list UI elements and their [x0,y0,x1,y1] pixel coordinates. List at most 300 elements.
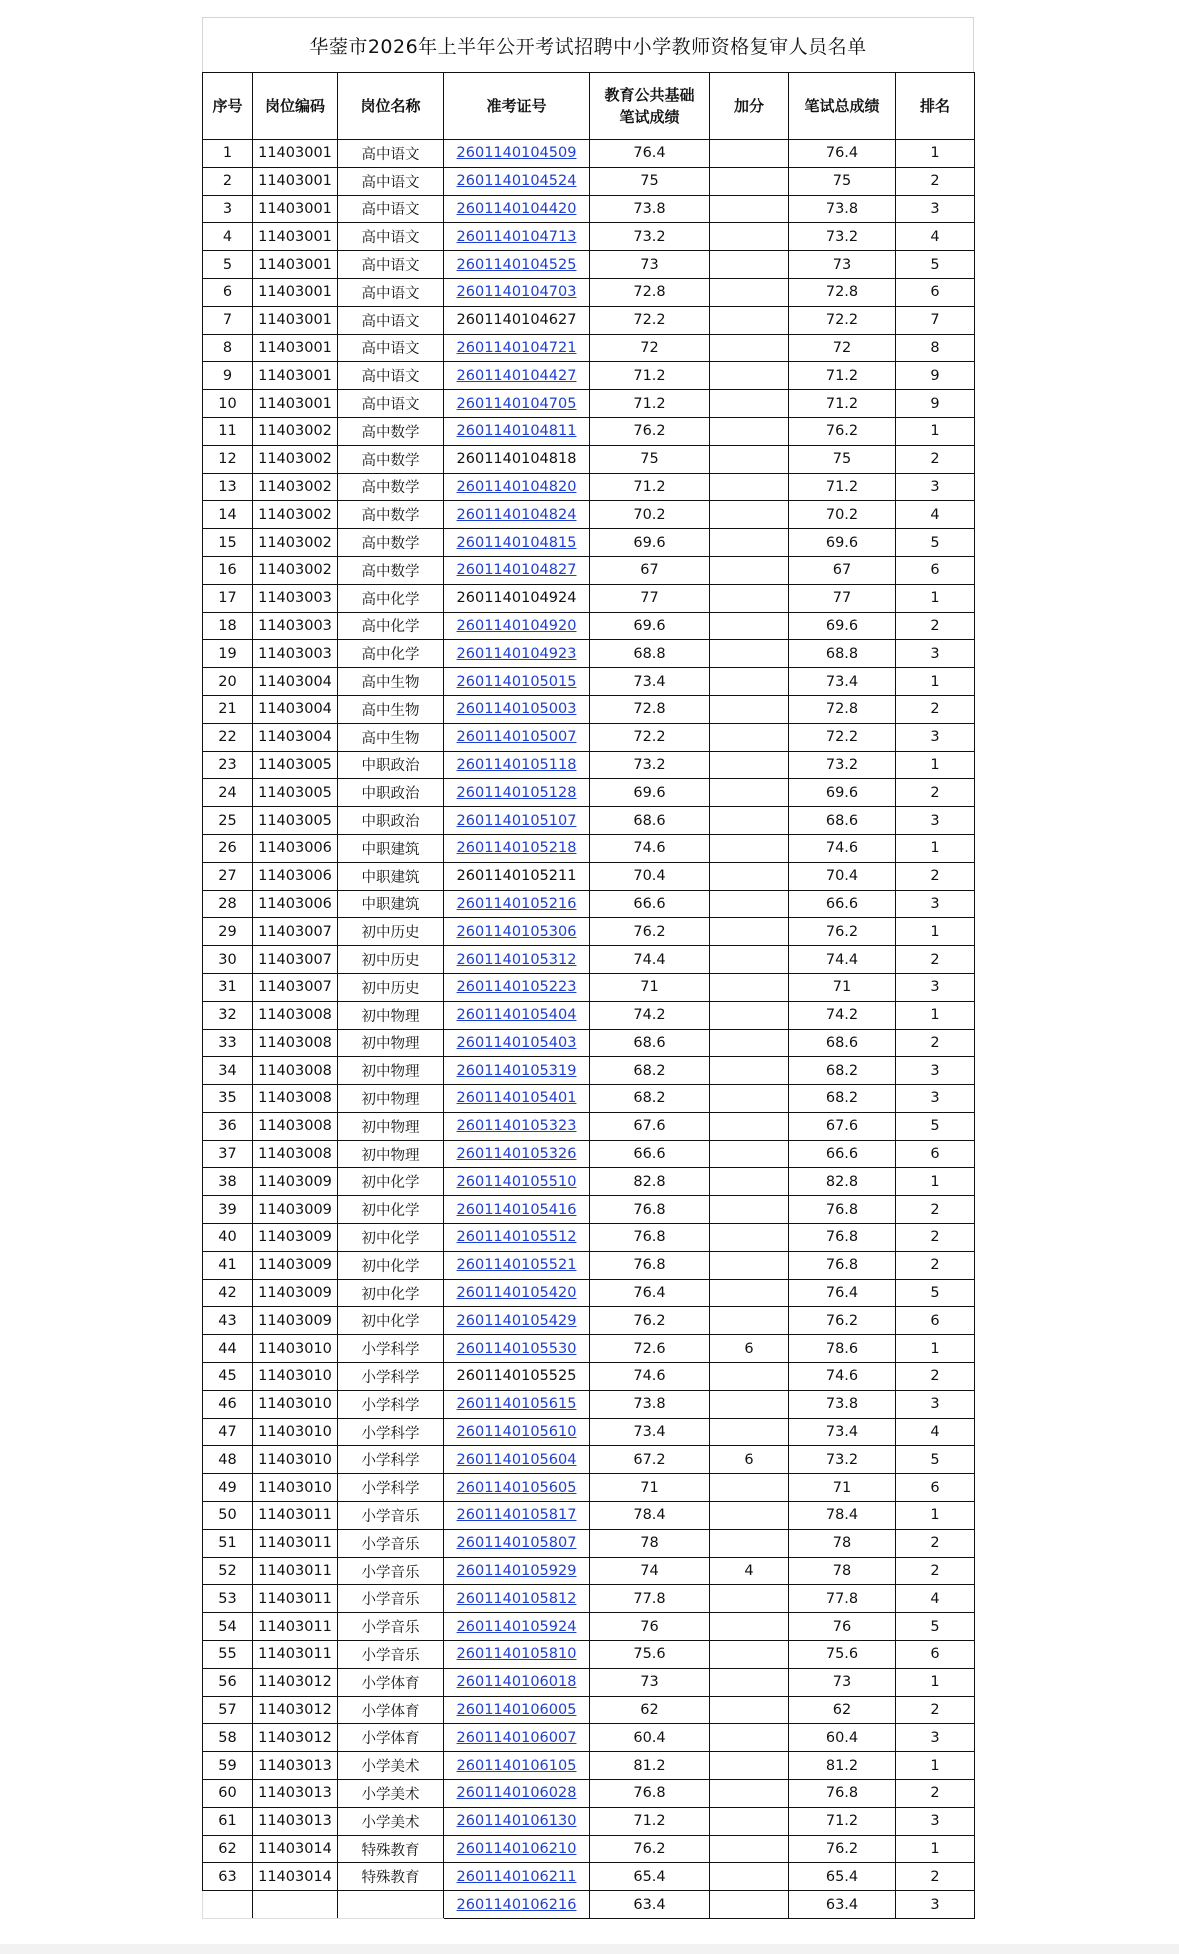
cell-code: 11403005 [253,807,338,835]
cell-id [444,1335,590,1363]
table-row [203,1279,975,1307]
exam-id-link[interactable]: 2601140106210 [456,1841,577,1857]
exam-id-link[interactable]: 2601140104920 [456,617,577,634]
cell-bonus [710,1112,789,1140]
cell-code: 11403008 [253,1001,338,1029]
cell-score: 78 [590,1529,710,1557]
cell-bonus [710,834,789,862]
exam-id-link[interactable]: 2601140105401 [456,1090,577,1107]
cell-score: 73.2 [590,751,710,779]
cell-score: 76.2 [590,918,710,946]
table-row [203,195,975,223]
cell-bonus [710,1001,789,1029]
cell-no: 21 [203,695,253,723]
exam-id-link[interactable]: 2601140105615 [456,1396,577,1413]
exam-id-link[interactable]: 2601140104703 [456,284,577,301]
cell-id [444,1390,590,1418]
exam-id-link[interactable]: 2601140106105 [456,1757,577,1774]
cell-score: 76.4 [590,140,710,168]
exam-id-link[interactable]: 2601140105003 [456,701,577,718]
table-row [203,1891,975,1919]
cell-id [444,779,590,807]
cell-post: 小学美术 [338,1780,444,1808]
cell-total: 81.2 [789,1752,896,1780]
table-row [203,1863,975,1891]
cell-code: 11403013 [253,1752,338,1780]
cell-rank: 5 [896,1112,975,1140]
cell-total: 73.2 [789,751,896,779]
cell-no: 29 [203,918,253,946]
cell-rank: 5 [896,1446,975,1474]
cell-id [444,1251,590,1279]
cell-post: 小学科学 [338,1363,444,1391]
table-row [203,251,975,279]
exam-id-link[interactable]: 2601140105323 [456,1118,577,1135]
exam-id-link[interactable]: 2601140104815 [456,534,577,551]
table-row [203,1001,975,1029]
cell-no: 43 [203,1307,253,1335]
cell-total: 76.2 [789,918,896,946]
cell-id [444,1835,590,1863]
table-row [203,612,975,640]
cell-id: 2601140104818 [444,445,590,473]
cell-bonus [710,1668,789,1696]
cell-code: 11403005 [253,779,338,807]
cell-bonus [710,1251,789,1279]
cell-total: 76.2 [789,1835,896,1863]
exam-id-link[interactable]: 2601140104509 [456,145,577,162]
cell-score: 74.6 [590,834,710,862]
cell-no: 4 [203,223,253,251]
cell-bonus [710,779,789,807]
exam-id-link[interactable]: 2601140104524 [456,173,577,190]
exam-id-link[interactable]: 2601140105810 [456,1646,577,1663]
cell-post: 初中物理 [338,1112,444,1140]
cell-post: 高中化学 [338,612,444,640]
cell-rank: 1 [896,834,975,862]
cell-rank: 3 [896,890,975,918]
cell-code: 11403001 [253,195,338,223]
cell-id [444,140,590,168]
cell-rank: 7 [896,306,975,334]
cell-code: 11403011 [253,1641,338,1669]
cell-total: 71.2 [789,473,896,501]
exam-id-link[interactable]: 2601140105610 [456,1424,577,1441]
cell-score: 73.8 [590,1390,710,1418]
exam-id-link[interactable]: 2601140105218 [456,840,577,857]
cell-total: 82.8 [789,1168,896,1196]
cell-score: 82.8 [590,1168,710,1196]
cell-score: 75 [590,445,710,473]
table-row [203,1112,975,1140]
cell-total: 71.2 [789,390,896,418]
table-row [203,834,975,862]
exam-id-link[interactable]: 2601140105326 [456,1146,577,1163]
cell-bonus [710,1502,789,1530]
cell-bonus [710,1029,789,1057]
exam-id-link[interactable]: 2601140105007 [456,729,577,746]
exam-id-link[interactable]: 2601140105807 [456,1535,577,1552]
cell-id [444,1057,590,1085]
cell-no: 8 [203,334,253,362]
cell-total: 72.2 [789,306,896,334]
cell-bonus [710,473,789,501]
exam-id-link[interactable]: 2601140104811 [456,423,577,440]
cell-bonus [710,1363,789,1391]
cell-rank: 3 [896,723,975,751]
cell-post: 高中生物 [338,668,444,696]
cell-code: 11403001 [253,334,338,362]
cell-no: 52 [203,1557,253,1585]
exam-id-link[interactable]: 2601140105929 [456,1563,577,1580]
exam-id-link[interactable]: 2601140105107 [456,812,577,829]
cell-code: 11403007 [253,946,338,974]
exam-id-link[interactable]: 2601140106018 [456,1674,577,1691]
cell-rank: 2 [896,167,975,195]
cell-post: 小学科学 [338,1390,444,1418]
table-row [203,1529,975,1557]
cell-id [444,417,590,445]
cell-no: 59 [203,1752,253,1780]
cell-no: 17 [203,584,253,612]
exam-id-link[interactable]: 2601140106028 [456,1785,577,1802]
cell-bonus [710,918,789,946]
cell-rank: 1 [896,918,975,946]
table-row [203,1418,975,1446]
cell-post: 初中物理 [338,1057,444,1085]
cell-rank: 3 [896,1724,975,1752]
cell-no: 56 [203,1668,253,1696]
cell-total: 76.8 [789,1196,896,1224]
cell-code: 11403008 [253,1029,338,1057]
cell-rank: 6 [896,278,975,306]
cell-id [444,918,590,946]
cell-rank: 6 [896,1307,975,1335]
cell-score: 66.6 [590,890,710,918]
exam-id-link[interactable]: 2601140104420 [456,200,577,217]
cell-post: 小学音乐 [338,1502,444,1530]
cell-rank: 1 [896,417,975,445]
cell-rank: 2 [896,779,975,807]
exam-id-link[interactable]: 2601140105306 [456,923,577,940]
cell-bonus: 6 [710,1335,789,1363]
cell-total: 74.4 [789,946,896,974]
cell-code: 11403002 [253,445,338,473]
exam-id-link[interactable]: 2601140105924 [456,1618,577,1635]
table-row [203,1807,975,1835]
cell-post: 高中语文 [338,167,444,195]
cell-post: 初中化学 [338,1168,444,1196]
exam-id-link[interactable]: 2601140105015 [456,673,577,690]
cell-code: 11403001 [253,140,338,168]
cell-post: 高中生物 [338,695,444,723]
exam-id-link[interactable]: 2601140106007 [456,1729,577,1746]
cell-score: 72 [590,334,710,362]
cell-post: 中职政治 [338,779,444,807]
cell-post: 小学美术 [338,1807,444,1835]
exam-id-link[interactable]: 2601140104824 [456,506,577,523]
cell-total: 71 [789,1474,896,1502]
cell-id [444,1307,590,1335]
cell-no: 37 [203,1140,253,1168]
cell-total: 67 [789,556,896,584]
exam-id-link[interactable]: 2601140104923 [456,645,577,662]
table-row [203,1224,975,1252]
cell-no: 32 [203,1001,253,1029]
cell-bonus [710,973,789,1001]
table-row [203,1585,975,1613]
cell-no: 5 [203,251,253,279]
cell-post: 高中数学 [338,556,444,584]
cell-id [444,946,590,974]
cell-id [444,1446,590,1474]
cell-post: 中职建筑 [338,834,444,862]
cell-rank: 2 [896,695,975,723]
cell-post: 小学美术 [338,1752,444,1780]
cell-rank: 1 [896,668,975,696]
cell-score: 68.6 [590,807,710,835]
exam-id-link[interactable]: 2601140105530 [456,1340,577,1357]
exam-id-link[interactable]: 2601140105403 [456,1034,577,1051]
table-row [203,779,975,807]
cell-id [444,1641,590,1669]
table-row [203,306,975,334]
cell-id [444,390,590,418]
cell-post: 高中语文 [338,390,444,418]
exam-id-link[interactable]: 2601140105605 [456,1479,577,1496]
cell-no: 18 [203,612,253,640]
cell-no: 15 [203,529,253,557]
cell-id [444,1724,590,1752]
cell-bonus [710,445,789,473]
exam-id-link[interactable]: 2601140106211 [456,1868,577,1885]
cell-rank: 2 [896,1196,975,1224]
cell-score: 73.4 [590,668,710,696]
cell-rank: 4 [896,1585,975,1613]
exam-id-link[interactable]: 2601140105812 [456,1590,577,1607]
cell-bonus [710,167,789,195]
cell-id [444,1807,590,1835]
cell-total: 76.8 [789,1224,896,1252]
cell-no: 42 [203,1279,253,1307]
exam-id-link[interactable]: 2601140104525 [456,256,577,273]
table-row [203,1335,975,1363]
cell-rank: 2 [896,1557,975,1585]
cell-code: 11403010 [253,1474,338,1502]
cell-id [444,334,590,362]
cell-bonus: 4 [710,1557,789,1585]
cell-code: 11403006 [253,890,338,918]
cell-no: 12 [203,445,253,473]
table-row [203,1641,975,1669]
cell-total: 78.6 [789,1335,896,1363]
cell-id [444,751,590,779]
exam-id-link[interactable]: 2601140104827 [456,562,577,579]
table-row [203,723,975,751]
cell-id [444,1029,590,1057]
cell-no: 51 [203,1529,253,1557]
cell-post: 高中生物 [338,723,444,751]
cell-score: 75.6 [590,1641,710,1669]
cell-id [444,695,590,723]
cell-rank: 2 [896,946,975,974]
exam-id-link[interactable]: 2601140104713 [456,228,577,245]
cell-post: 初中化学 [338,1251,444,1279]
cell-rank: 2 [896,1251,975,1279]
table-row [203,417,975,445]
cell-rank: 2 [896,1224,975,1252]
exam-id-link[interactable]: 2601140105416 [456,1201,577,1218]
cell-score: 73 [590,251,710,279]
exam-id-link[interactable]: 2601140105128 [456,784,577,801]
cell-bonus [710,1696,789,1724]
cell-bonus [710,1279,789,1307]
cell-code: 11403011 [253,1557,338,1585]
cell-score: 74.2 [590,1001,710,1029]
table-row [203,473,975,501]
exam-id-link[interactable]: 2601140104820 [456,478,577,495]
cell-no: 55 [203,1641,253,1669]
cell-no: 63 [203,1863,253,1891]
cell-bonus [710,195,789,223]
exam-id-link[interactable]: 2601140105510 [456,1173,577,1190]
exam-id-link[interactable]: 2601140104705 [456,395,577,412]
cell-code: 11403004 [253,695,338,723]
table-row [203,556,975,584]
cell-no: 48 [203,1446,253,1474]
cell-rank: 3 [896,973,975,1001]
cell-code: 11403010 [253,1335,338,1363]
cell-post: 初中物理 [338,1029,444,1057]
cell-bonus [710,807,789,835]
cell-no: 7 [203,306,253,334]
cell-no: 36 [203,1112,253,1140]
cell-rank: 3 [896,807,975,835]
cell-total: 67.6 [789,1112,896,1140]
table-row [203,1029,975,1057]
cell-no: 45 [203,1363,253,1391]
exam-id-link[interactable]: 2601140105118 [456,756,577,773]
cell-bonus [710,1224,789,1252]
exam-id-link[interactable]: 2601140106005 [456,1702,577,1719]
cell-rank: 3 [896,1891,975,1919]
cell-bonus [710,1196,789,1224]
cell-rank: 3 [896,1390,975,1418]
cell-id [444,1863,590,1891]
cell-score: 76.8 [590,1251,710,1279]
cell-rank: 1 [896,584,975,612]
cell-code: 11403006 [253,834,338,862]
cell-rank: 5 [896,251,975,279]
cell-no: 27 [203,862,253,890]
exam-id-link[interactable]: 2601140106130 [456,1813,577,1830]
cell-code: 11403001 [253,251,338,279]
cell-id [444,1474,590,1502]
cell-rank: 1 [896,751,975,779]
cell-rank: 2 [896,1863,975,1891]
cell-total: 76.8 [789,1251,896,1279]
cell-post: 高中语文 [338,223,444,251]
cell-score: 74.6 [590,1363,710,1391]
exam-id-link[interactable]: 2601140104721 [456,339,577,356]
cell-rank: 8 [896,334,975,362]
cell-id [444,1279,590,1307]
cell-rank: 6 [896,556,975,584]
cell-bonus [710,1613,789,1641]
cell-bonus [710,946,789,974]
cell-id [444,1557,590,1585]
exam-id-link[interactable]: 2601140105420 [456,1285,577,1302]
cell-id [444,1196,590,1224]
cell-total: 66.6 [789,1140,896,1168]
cell-total: 66.6 [789,890,896,918]
cell-code: 11403011 [253,1613,338,1641]
cell-no: 47 [203,1418,253,1446]
table-row [203,807,975,835]
cell-score: 76.4 [590,1279,710,1307]
exam-id-link[interactable]: 2601140105429 [456,1312,577,1329]
cell-id: 2601140105525 [444,1363,590,1391]
cell-post: 中职建筑 [338,890,444,918]
header-cell-score: 教育公共基础 笔试成绩 [590,73,710,140]
exam-id-link[interactable]: 2601140105404 [456,1007,577,1024]
table-row [203,1502,975,1530]
header-cell-no: 序号 [203,73,253,140]
table-row [203,668,975,696]
exam-id-link[interactable]: 2601140105604 [456,1451,577,1468]
exam-id-link[interactable]: 2601140105817 [456,1507,577,1524]
cell-bonus [710,1307,789,1335]
cell-total: 73 [789,1668,896,1696]
header-cell-id: 准考证号 [444,73,590,140]
exam-id-link[interactable]: 2601140105319 [456,1062,577,1079]
cell-id [444,1502,590,1530]
cell-post: 初中物理 [338,1140,444,1168]
cell-no: 19 [203,640,253,668]
table-row [203,1835,975,1863]
exam-id-link[interactable]: 2601140105312 [456,951,577,968]
cell-code: 11403002 [253,501,338,529]
exam-id-link[interactable]: 2601140104427 [456,367,577,384]
exam-id-link[interactable]: 2601140106216 [456,1896,577,1913]
table-row [203,918,975,946]
table-row [203,501,975,529]
cell-rank: 1 [896,1668,975,1696]
cell-score: 73.8 [590,195,710,223]
cell-rank: 2 [896,612,975,640]
cell-score: 68.2 [590,1085,710,1113]
cell-score: 76.2 [590,1307,710,1335]
exam-id-link[interactable]: 2601140105512 [456,1229,577,1246]
cell-bonus [710,1724,789,1752]
cell-post: 高中化学 [338,584,444,612]
cell-total: 77 [789,584,896,612]
cell-code: 11403010 [253,1418,338,1446]
cell-code: 11403012 [253,1696,338,1724]
cell-post: 小学音乐 [338,1613,444,1641]
cell-total: 72.8 [789,695,896,723]
table-row [203,862,975,890]
cell-post: 小学科学 [338,1418,444,1446]
cell-score: 77 [590,584,710,612]
cell-id [444,1696,590,1724]
cell-code: 11403009 [253,1251,338,1279]
cell-score: 76.2 [590,417,710,445]
cell-id [444,556,590,584]
exam-id-link[interactable]: 2601140105521 [456,1257,577,1274]
exam-id-link[interactable]: 2601140105223 [456,979,577,996]
exam-id-link[interactable]: 2601140105216 [456,895,577,912]
